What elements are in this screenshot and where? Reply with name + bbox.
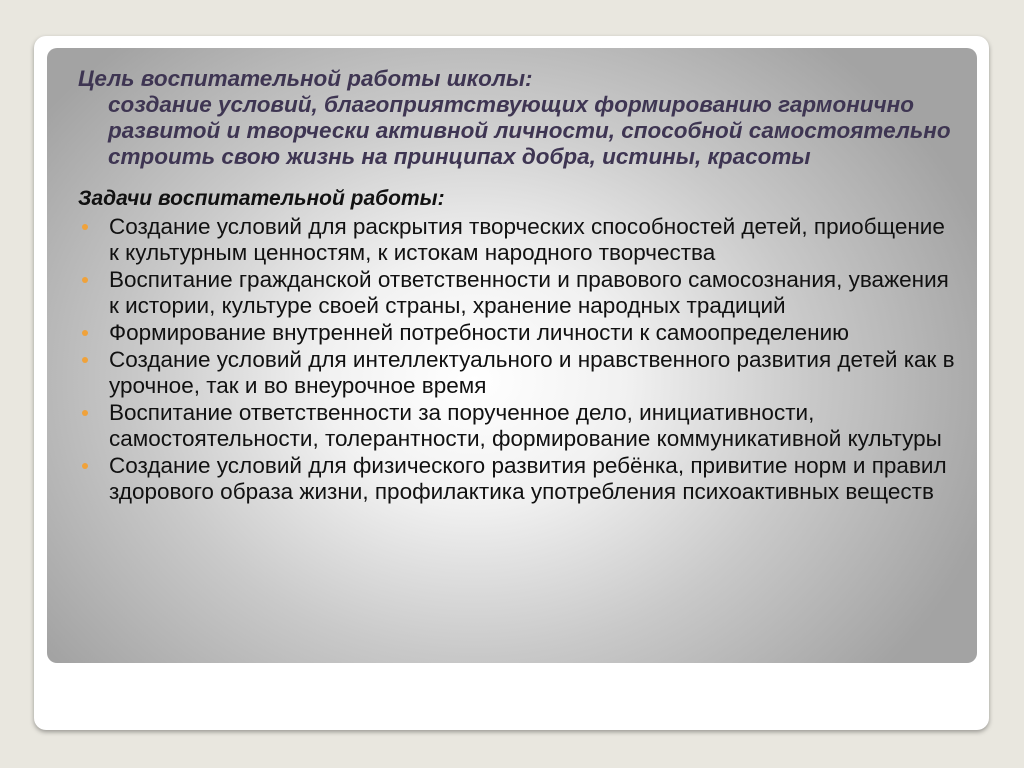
task-item [78, 320, 958, 346]
task-text: Формирование внутренней потребности личности к самоопределению [109, 320, 850, 345]
bullet-icon [82, 277, 88, 283]
task-text: Создание условий для раскрытия творческих способностей детей, приобщение к культурным ценностям, к истокам народного творчества [109, 214, 945, 265]
task-item [78, 214, 958, 266]
bullet-icon [82, 357, 88, 363]
bullet-icon [82, 330, 88, 336]
tasks-list [78, 214, 958, 505]
tasks-heading: Задачи воспитательной работы: [78, 187, 445, 210]
task-text: Воспитание ответственности за порученное дело, инициативности, самостоятельности, толерантности, формирование коммуникативной культуры [109, 400, 942, 451]
bullet-icon [82, 410, 88, 416]
bullet-icon [82, 463, 88, 469]
task-text: Воспитание гражданской ответственности и правового самосознания, уважения к истории, культуре своей страны, хранение народных традиций [109, 267, 949, 318]
goal-heading: Цель воспитательной работы школы: [78, 66, 533, 91]
goal-text: создание условий, благоприятствующих формированию гармонично развитой и творчески активной личности, способной самостоятельно строить свою жизнь на принципах добра, истины, красоты [108, 92, 951, 169]
goal-section [78, 66, 958, 170]
slide-text [78, 66, 958, 506]
task-text: Создание условий для физического развития ребёнка, привитие норм и правил здорового образа жизни, профилактика употребления психоактивных веществ [109, 453, 947, 504]
task-item [78, 347, 958, 399]
bullet-icon [82, 224, 88, 230]
task-item [78, 267, 958, 319]
task-text: Создание условий для интеллектуального и нравственного развития детей как в урочное, так и во внеурочное время [109, 347, 955, 398]
task-item [78, 400, 958, 452]
task-item [78, 453, 958, 505]
